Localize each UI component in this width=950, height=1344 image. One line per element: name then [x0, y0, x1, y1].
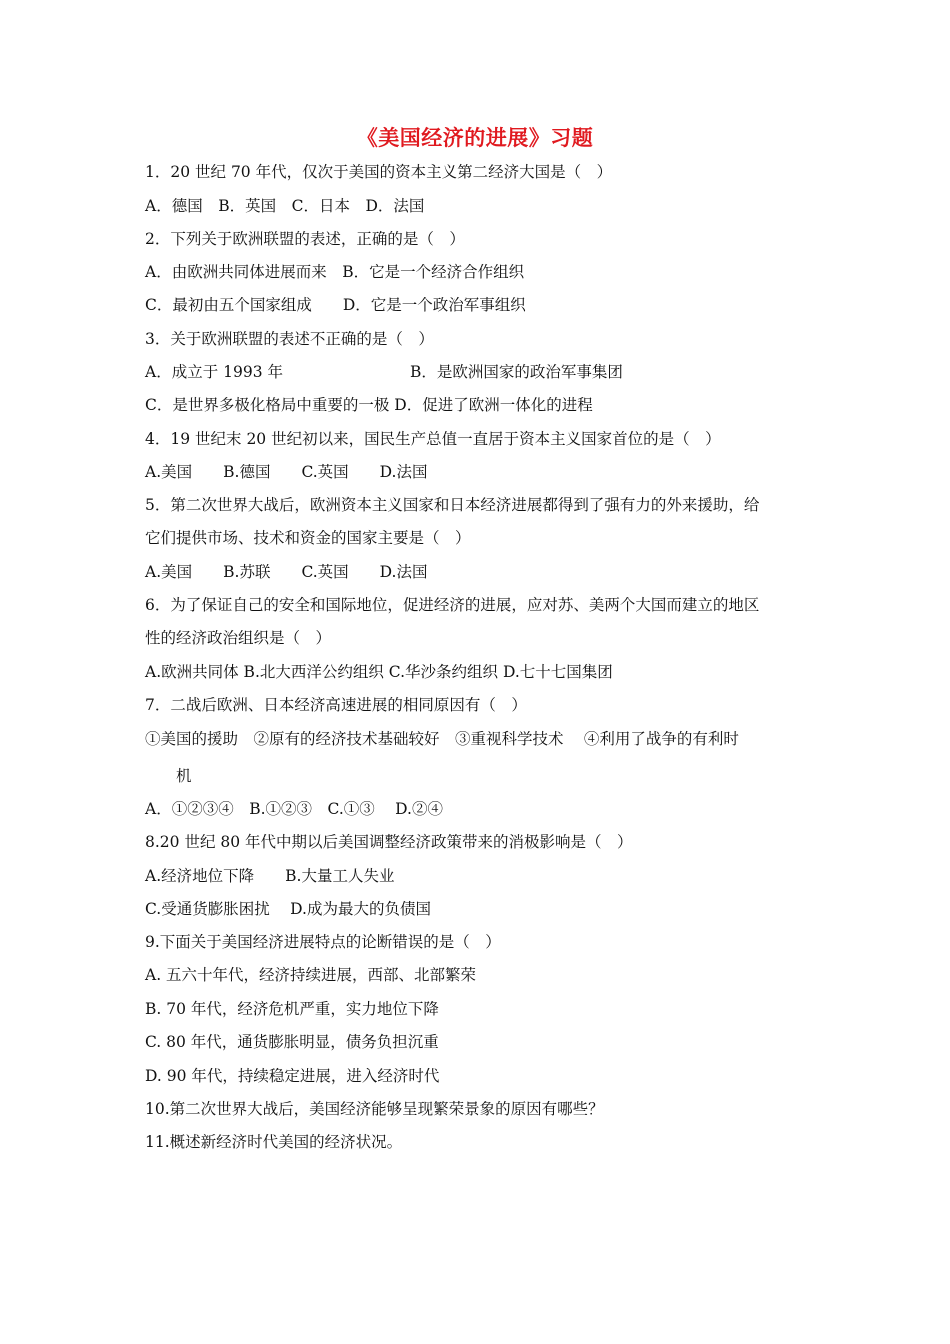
q9-option-b: B. 70 年代，经济危机严重，实力地位下降 [145, 1000, 439, 1018]
q4-stem: 4．19 世纪末 20 世纪初以来，国民生产总值一直居于资本主义国家首位的是（ ） [145, 430, 721, 448]
q9-option-d: D. 90 年代，持续稳定进展，进入经济时代 [145, 1067, 440, 1085]
q10-stem: 10.第二次世界大战后，美国经济能够呈现繁荣景象的原因有哪些？ [145, 1100, 604, 1118]
q9-stem: 9.下面关于美国经济进展特点的论断错误的是（ ） [145, 933, 501, 951]
q5-options: A.美国 B.苏联 C.英国 D.法国 [145, 563, 428, 581]
q3-stem: 3．关于欧洲联盟的表述不正确的是（ ） [145, 330, 434, 348]
q6-stem-line2: 性的经济政治组织是（ ） [145, 629, 332, 647]
q7-items: ①美国的援助 ②原有的经济技术基础较好 ③重视科学技术 ④利用了战争的有利时 [145, 730, 739, 748]
q7-options: A．①②③④ B.①②③ C.①③ D.②④ [145, 800, 443, 818]
q8-options-ab: A.经济地位下降 B.大量工人失业 [145, 867, 395, 885]
q4-options: A.美国 B.德国 C.英国 D.法国 [145, 463, 428, 481]
q8-options-cd: C.受通货膨胀困扰 D.成为最大的负债国 [145, 900, 431, 918]
q1-options: A．德国 B．英国 C．日本 D．法国 [145, 197, 425, 215]
q7-items-wrap: 机 [176, 767, 192, 785]
q6-options: A.欧洲共同体 B.北大西洋公约组织 C.华沙条约组织 D.七十七国集团 [145, 663, 613, 681]
q2-stem: 2．下列关于欧洲联盟的表述，正确的是（ ） [145, 230, 465, 248]
q2-options-cd: C．最初由五个国家组成 D．它是一个政治军事组织 [145, 296, 526, 314]
q1-stem: 1．20 世纪 70 年代，仅次于美国的资本主义第二经济大国是（ ） [145, 163, 613, 181]
q3-option-a: A．成立于 1993 年 [145, 363, 283, 381]
q7-stem: 7．二战后欧洲、日本经济高速进展的相同原因有（ ） [145, 696, 527, 714]
q3-option-b: B．是欧洲国家的政治军事集团 [410, 363, 623, 381]
q8-stem: 8.20 世纪 80 年代中期以后美国调整经济政策带来的消极影响是（ ） [145, 833, 633, 851]
q5-stem-line1: 5．第二次世界大战后，欧洲资本主义国家和日本经济进展都得到了强有力的外来援助，给 [145, 496, 760, 514]
q5-stem-line2: 它们提供市场、技术和资金的国家主要是（ ） [145, 529, 471, 547]
q6-stem-line1: 6．为了保证自己的安全和国际地位，促进经济的进展，应对苏、美两个大国而建立的地区 [145, 596, 760, 614]
document-title: 《美国经济的进展》习题 [356, 126, 594, 150]
q3-options-cd: C．是世界多极化格局中重要的一极 D．促进了欧洲一体化的进程 [145, 396, 593, 414]
q9-option-c: C. 80 年代，通货膨胀明显，债务负担沉重 [145, 1033, 439, 1051]
q11-stem: 11.概述新经济时代美国的经济状况。 [145, 1133, 403, 1151]
q9-option-a: A. 五六十年代，经济持续进展，西部、北部繁荣 [145, 966, 477, 984]
q2-options-ab: A．由欧洲共同体进展而来 B．它是一个经济合作组织 [145, 263, 525, 281]
q3-options-ab [145, 362, 623, 382]
